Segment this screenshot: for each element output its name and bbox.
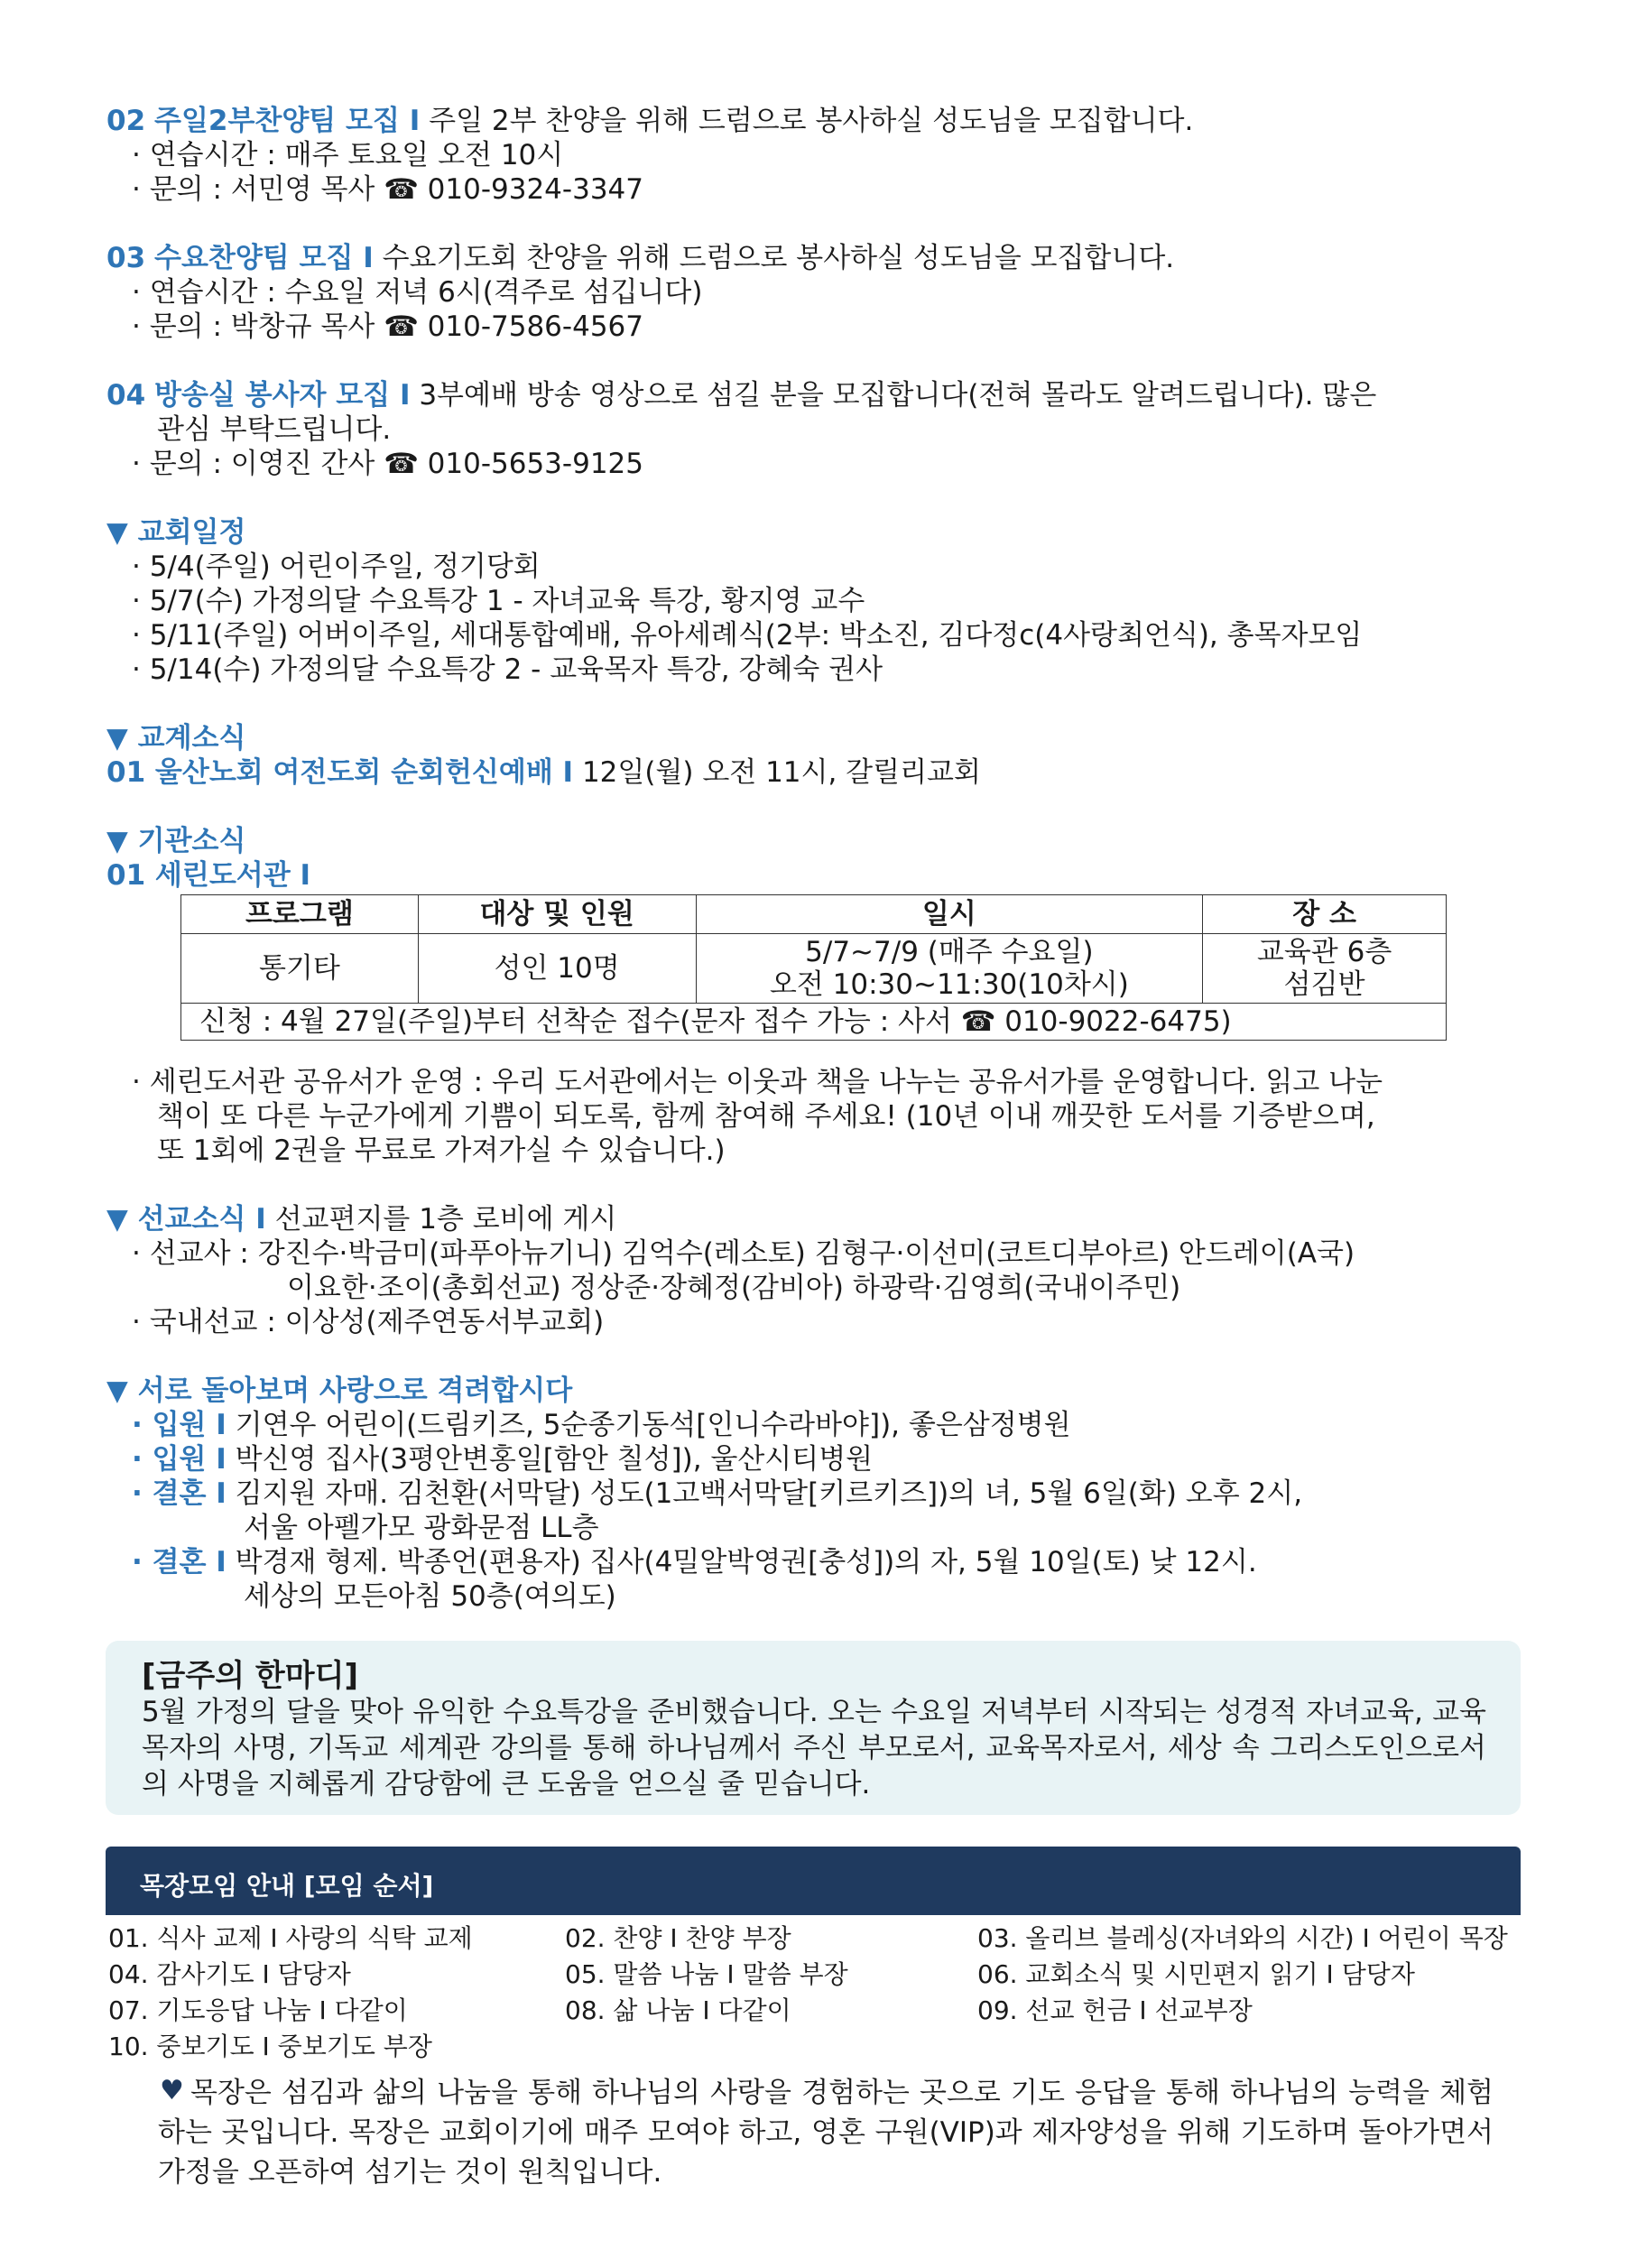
care-tag: · 결혼 I [132,1546,227,1578]
order-item: 01. 식사 교제 I 사랑의 식탁 교제 [108,1923,473,1953]
library-shelf-note [106,1065,1532,1168]
time-range: 오전 10:30~11:30(10차시) [769,968,1129,1001]
presbytery-news [106,721,1532,790]
order-item: 05. 말씀 나눔 I 말씀 부장 [565,1959,848,1989]
weekly-word-text: 5월 가정의 달을 맞아 유익한 수요특강을 준비했습니다. 오는 수요일 저녁부터 시작되는 성경적 자녀교육, 교육목자의 사명, 기독교 세계관 강의를 통해 하나님께서 주신 부모로서, 교육목자로서, 세상 속 그리스도인으로서의 사명을 지혜롭게 감당함에 큰 도움을 얻으실 줄 믿습니다. [142,1696,1486,1801]
heart-icon: ♥ [160,2075,184,2106]
order-item: 10. 중보기도 I 중보기도 부장 [108,2032,432,2061]
recruit-item: · 문의 : 이영진 간사 ☎ 010-5653-9125 [132,448,643,480]
mission-desc: 선교편지를 1층 로비에 게시 [265,1203,617,1236]
program-cell: 통기타 [181,934,419,1004]
shelf-line: 책이 또 다른 누군가에게 기쁨이 되도록, 함께 참여해 주세요! (10년 이내 깨끗한 도서를 기증받으며, [157,1100,1375,1133]
care-news [106,1374,1532,1614]
order-item: 08. 삶 나눔 I 다같이 [565,1995,791,2025]
care-tag: · 결혼 I [132,1477,227,1510]
date-range: 5/7~7/9 (매주 수요일) [805,936,1094,968]
cell-meeting-title: 목장모임 안내 [모임 순서] [140,1871,434,1901]
care-item [106,1442,1532,1477]
schedule-item: · 5/11(주일) 어버이주일, 세대통합예배, 유아세례식(2부: 박소진, 김다정c(4사랑최언식), 총목자모임 [132,619,1363,652]
care-text: 박경재 형제. 박종언(편용자) 집사(4밀알박영권[충성])의 자, 5월 10일(토) 낮 12시. [226,1546,1257,1578]
schedule-item: · 5/7(수) 가정의달 수요특강 1 - 자녀교육 특강, 황지영 교수 [132,585,865,617]
section-heading: ▼ 교회일정 [106,516,246,549]
recruit-03 [106,241,1532,344]
order-item: 03. 올리브 블레싱(자녀와의 시간) I 어린이 목장 [977,1923,1508,1953]
recruit-title: 수요찬양팀 모집 I [154,242,374,274]
care-text: 김지원 자매. 김천환(서막달) 성도(1고백서막달[키르키즈])의 녀, 5월 6일(화) 오후 2시, [226,1477,1303,1510]
recruit-item: · 문의 : 박창규 목사 ☎ 010-7586-4567 [132,310,643,343]
table-header: 일시 [696,895,1203,934]
recruit-title: 방송실 봉사자 모집 I [154,379,411,412]
recruit-title: 주일2부찬양팀 모집 I [154,105,421,137]
presbytery-desc: 12일(월) 오전 11시, 갈릴리교회 [573,756,981,789]
section-heading: ▼ 교계소식 [106,722,246,754]
section-heading: ▼ 서로 돌아보며 사랑으로 격려합시다 [106,1375,573,1407]
shelf-line: · 세린도서관 공유서가 운영 : 우리 도서관에서는 이웃과 책을 나누는 공유서가를 운영합니다. 읽고 나눈 [132,1066,1383,1098]
mission-news [106,1202,1532,1339]
order-item: 07. 기도응답 나눔 I 다같이 [108,1995,408,2025]
library-program-table [180,894,1447,1041]
recruit-desc: 주일 2부 찬양을 위해 드럼으로 봉사하실 성도님을 모집합니다. [420,105,1194,137]
cell-note: 목장은 섬김과 삶의 나눔을 통해 하나님의 사랑을 경험하는 곳으로 기도 응답을 통해 하나님의 능력을 체험하는 곳입니다. 목장은 교회이기에 매주 모여야 하고, 영혼 구원(VIP)과 제자양성을 위해 기도하며 돌아가면서 가정을 오픈하여 섬기는 것이 원칙입니다. [158,2077,1494,2189]
recruit-desc: 3부예배 방송 영상으로 섬길 분을 모집합니다(전혀 몰라도 알려드립니다). 많은 [410,379,1377,412]
care-cont: 세상의 모든아침 50층(여의도) [244,1580,616,1613]
care-tag: · 입원 I [132,1443,227,1476]
order-item: 04. 감사기도 I 담당자 [108,1959,351,1989]
datetime-cell [696,934,1203,1004]
apply-cell: 신청 : 4월 27일(주일)부터 선착순 접수(문자 접수 가능 : 사서 ☎ 010-9022-6475) [181,1004,1447,1041]
care-item [106,1545,1532,1579]
order-item: 09. 선교 헌금 I 선교부장 [977,1995,1253,2025]
table-row [181,934,1447,1004]
table-header: 장 소 [1203,895,1447,934]
schedule-item: · 5/14(수) 가정의달 수요특강 2 - 교육목자 특강, 강혜숙 권사 [132,653,883,686]
recruit-desc-cont: 관심 부탁드립니다. [157,413,392,446]
church-schedule [106,515,1532,687]
cell-meeting-header [106,1847,1521,1915]
care-text: 박신영 집사(3평안변홍일[함안 칠성]), 울산시티병원 [226,1443,874,1476]
section-heading: ▼ 선교소식 I [106,1203,266,1236]
care-text: 기연우 어린이(드림키즈, 5순종기동석[인니수라바야]), 좋은삼정병원 [226,1409,1071,1441]
place-building: 교육관 6층 [1256,936,1392,968]
recruit-num: 04 [106,379,146,412]
recruit-desc: 수요기도회 찬양을 위해 드럼으로 봉사하실 성도님을 모집합니다. [373,242,1175,274]
recruit-item: · 연습시간 : 매주 토요일 오전 10시 [132,139,564,171]
presbytery-title: 01 울산노회 여전도회 순회헌신예배 I [106,756,574,789]
recruit-04 [106,378,1532,481]
care-item [106,1477,1532,1511]
recruit-02 [106,104,1532,207]
mission-line: 이요한·조이(총회선교) 정상준·장혜정(감비아) 하광락·김영희(국내이주민) [287,1272,1181,1304]
order-item: 06. 교회소식 및 시민편지 읽기 I 담당자 [977,1959,1415,1989]
mission-line: · 국내선교 : 이상성(제주연동서부교회) [132,1306,605,1338]
weekly-word-title: [금주의 한마디] [142,1658,358,1694]
mission-line: · 선교사 : 강진수·박금미(파푸아뉴기니) 김억수(레소토) 김형구·이선미(코트디부아르) 안드레이(A국) [132,1237,1355,1270]
recruit-item: · 연습시간 : 수요일 저녁 6시(격주로 섬깁니다) [132,276,703,309]
shelf-line: 또 1회에 2권을 무료로 가져가실 수 있습니다.) [157,1134,726,1167]
table-header: 프로그램 [181,895,419,934]
section-heading: ▼ 기관소식 [106,825,246,857]
care-item [106,1408,1532,1442]
recruit-num: 03 [106,242,146,274]
place-cell [1203,934,1447,1004]
schedule-item: · 5/4(주일) 어린이주일, 정기당회 [132,551,541,583]
institution-news [106,824,1532,893]
table-header: 대상 및 인원 [418,895,696,934]
care-tag: · 입원 I [132,1409,227,1441]
order-item: 02. 찬양 I 찬양 부장 [565,1923,791,1953]
library-title: 01 세린도서관 I [106,859,310,892]
care-cont: 서울 아펠가모 광화문점 LL층 [244,1512,599,1544]
recruit-num: 02 [106,105,146,137]
recruit-item: · 문의 : 서민영 목사 ☎ 010-9324-3347 [132,173,643,206]
target-cell: 성인 10명 [418,934,696,1004]
place-room: 섬김반 [1283,968,1365,1001]
